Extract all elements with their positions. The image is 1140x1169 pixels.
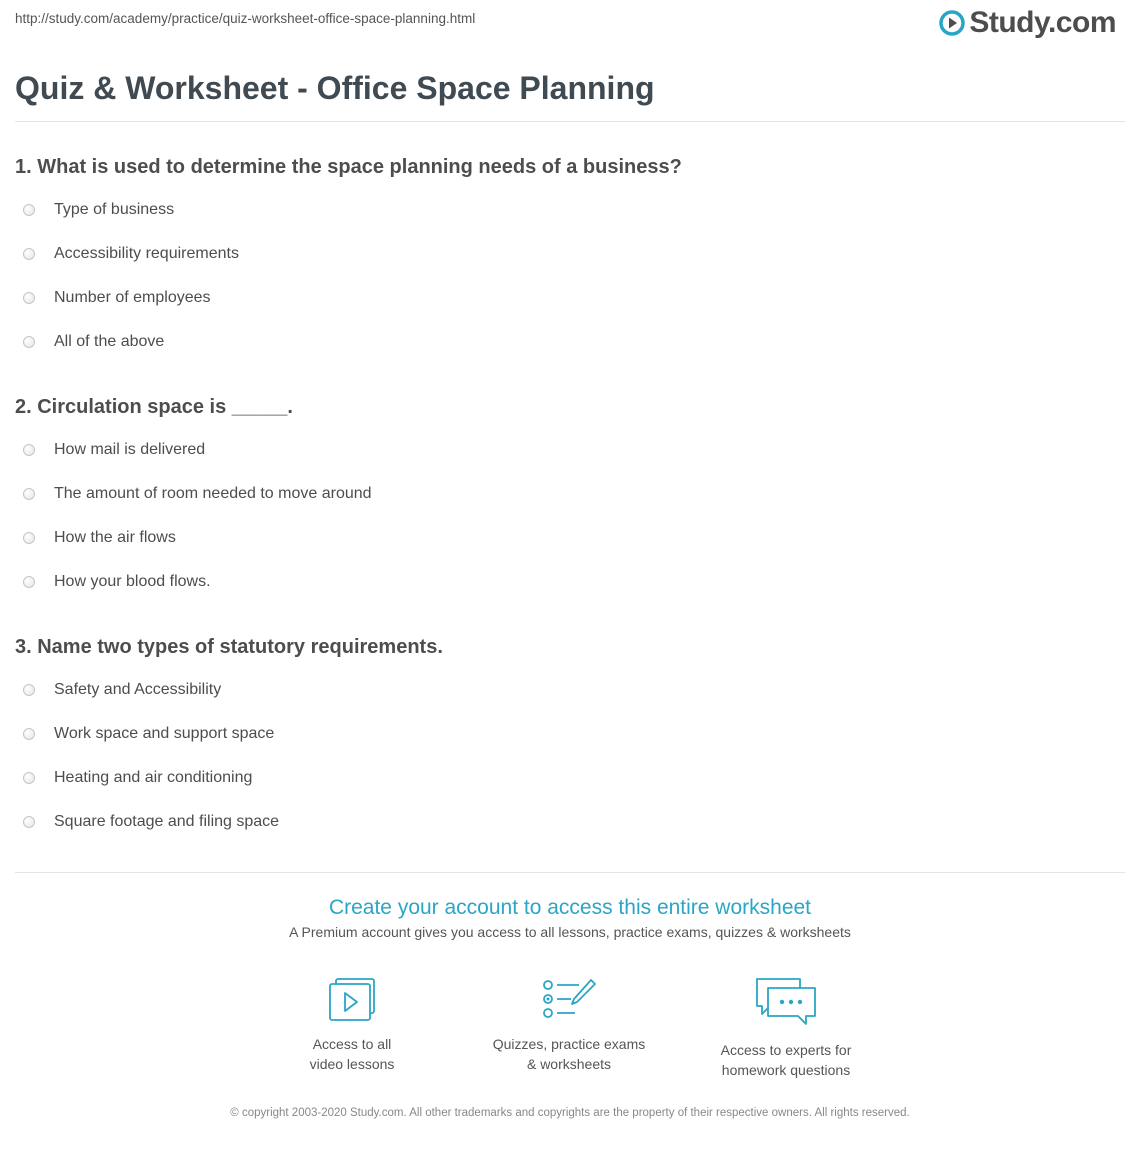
option-label: Work space and support space	[54, 725, 275, 742]
play-circle-icon	[939, 10, 965, 36]
header-divider	[15, 121, 1125, 122]
copyright-footer: © copyright 2003-2020 Study.com. All other trademarks and copyrights are the property of their respective owners. All rights reserved.	[230, 1107, 910, 1119]
answer-option[interactable]	[15, 276, 1125, 320]
option-label: How your blood flows.	[54, 573, 211, 590]
radio-button[interactable]	[23, 336, 35, 348]
answer-option[interactable]	[15, 232, 1125, 276]
answer-option[interactable]	[15, 756, 1125, 800]
signup-cta	[0, 894, 1140, 940]
question-title: 3. Name two types of statutory requirements.	[15, 636, 443, 658]
option-label: Accessibility requirements	[54, 245, 239, 262]
radio-button[interactable]	[23, 728, 35, 740]
answer-options	[15, 188, 1125, 364]
page-url: http://study.com/academy/practice/quiz-worksheet-office-space-planning.html	[15, 11, 476, 26]
study-logo[interactable]	[939, 6, 1116, 40]
option-label: How mail is delivered	[54, 441, 206, 458]
cta-subtitle: A Premium account gives you access to all lessons, practice exams, quizzes & worksheets	[289, 924, 851, 940]
radio-button[interactable]	[23, 248, 35, 260]
question-3	[15, 635, 1125, 844]
option-label: Type of business	[54, 201, 175, 218]
cta-link[interactable]: Create your account to access this entire worksheet	[328, 896, 812, 919]
answer-option[interactable]	[15, 516, 1125, 560]
question-title: 1. What is used to determine the space planning needs of a business?	[15, 156, 682, 178]
radio-button[interactable]	[23, 292, 35, 304]
option-label: Square footage and filing space	[54, 813, 280, 830]
radio-button[interactable]	[23, 772, 35, 784]
option-label: All of the above	[54, 333, 165, 350]
answer-option[interactable]	[15, 712, 1125, 756]
answer-option[interactable]	[15, 188, 1125, 232]
logo-text: Study.com	[969, 6, 1116, 39]
answer-option[interactable]	[15, 560, 1125, 604]
option-label: How the air flows	[54, 529, 176, 546]
radio-button[interactable]	[23, 204, 35, 216]
radio-button[interactable]	[23, 532, 35, 544]
answer-option[interactable]	[15, 472, 1125, 516]
cta-divider	[15, 872, 1125, 873]
feature-label: Access to experts for homework questions	[720, 1042, 852, 1078]
video-lessons-icon	[326, 976, 378, 1022]
chat-bubbles-icon	[754, 976, 818, 1028]
radio-button[interactable]	[23, 816, 35, 828]
answer-options	[15, 668, 1125, 844]
feature-label: Quizzes, practice exams & worksheets	[492, 1036, 646, 1072]
radio-button[interactable]	[23, 444, 35, 456]
option-label: Heating and air conditioning	[54, 769, 253, 786]
option-label: Safety and Accessibility	[54, 681, 222, 698]
feature-experts	[686, 976, 886, 1080]
answer-options	[15, 428, 1125, 604]
question-1	[15, 155, 1125, 364]
feature-quizzes	[469, 976, 669, 1074]
question-2	[15, 395, 1125, 604]
feature-video-lessons	[252, 976, 452, 1074]
page-title: Quiz & Worksheet - Office Space Planning	[15, 70, 655, 106]
feature-label: Access to all video lessons	[309, 1036, 395, 1072]
answer-option[interactable]	[15, 428, 1125, 472]
quiz-checklist-icon	[541, 976, 597, 1022]
radio-button[interactable]	[23, 488, 35, 500]
answer-option[interactable]	[15, 320, 1125, 364]
option-label: Number of employees	[54, 289, 211, 306]
answer-option[interactable]	[15, 800, 1125, 844]
question-title: 2. Circulation space is _____.	[15, 396, 293, 418]
option-label: The amount of room needed to move around	[54, 485, 372, 502]
answer-option[interactable]	[15, 668, 1125, 712]
radio-button[interactable]	[23, 576, 35, 588]
radio-button[interactable]	[23, 684, 35, 696]
